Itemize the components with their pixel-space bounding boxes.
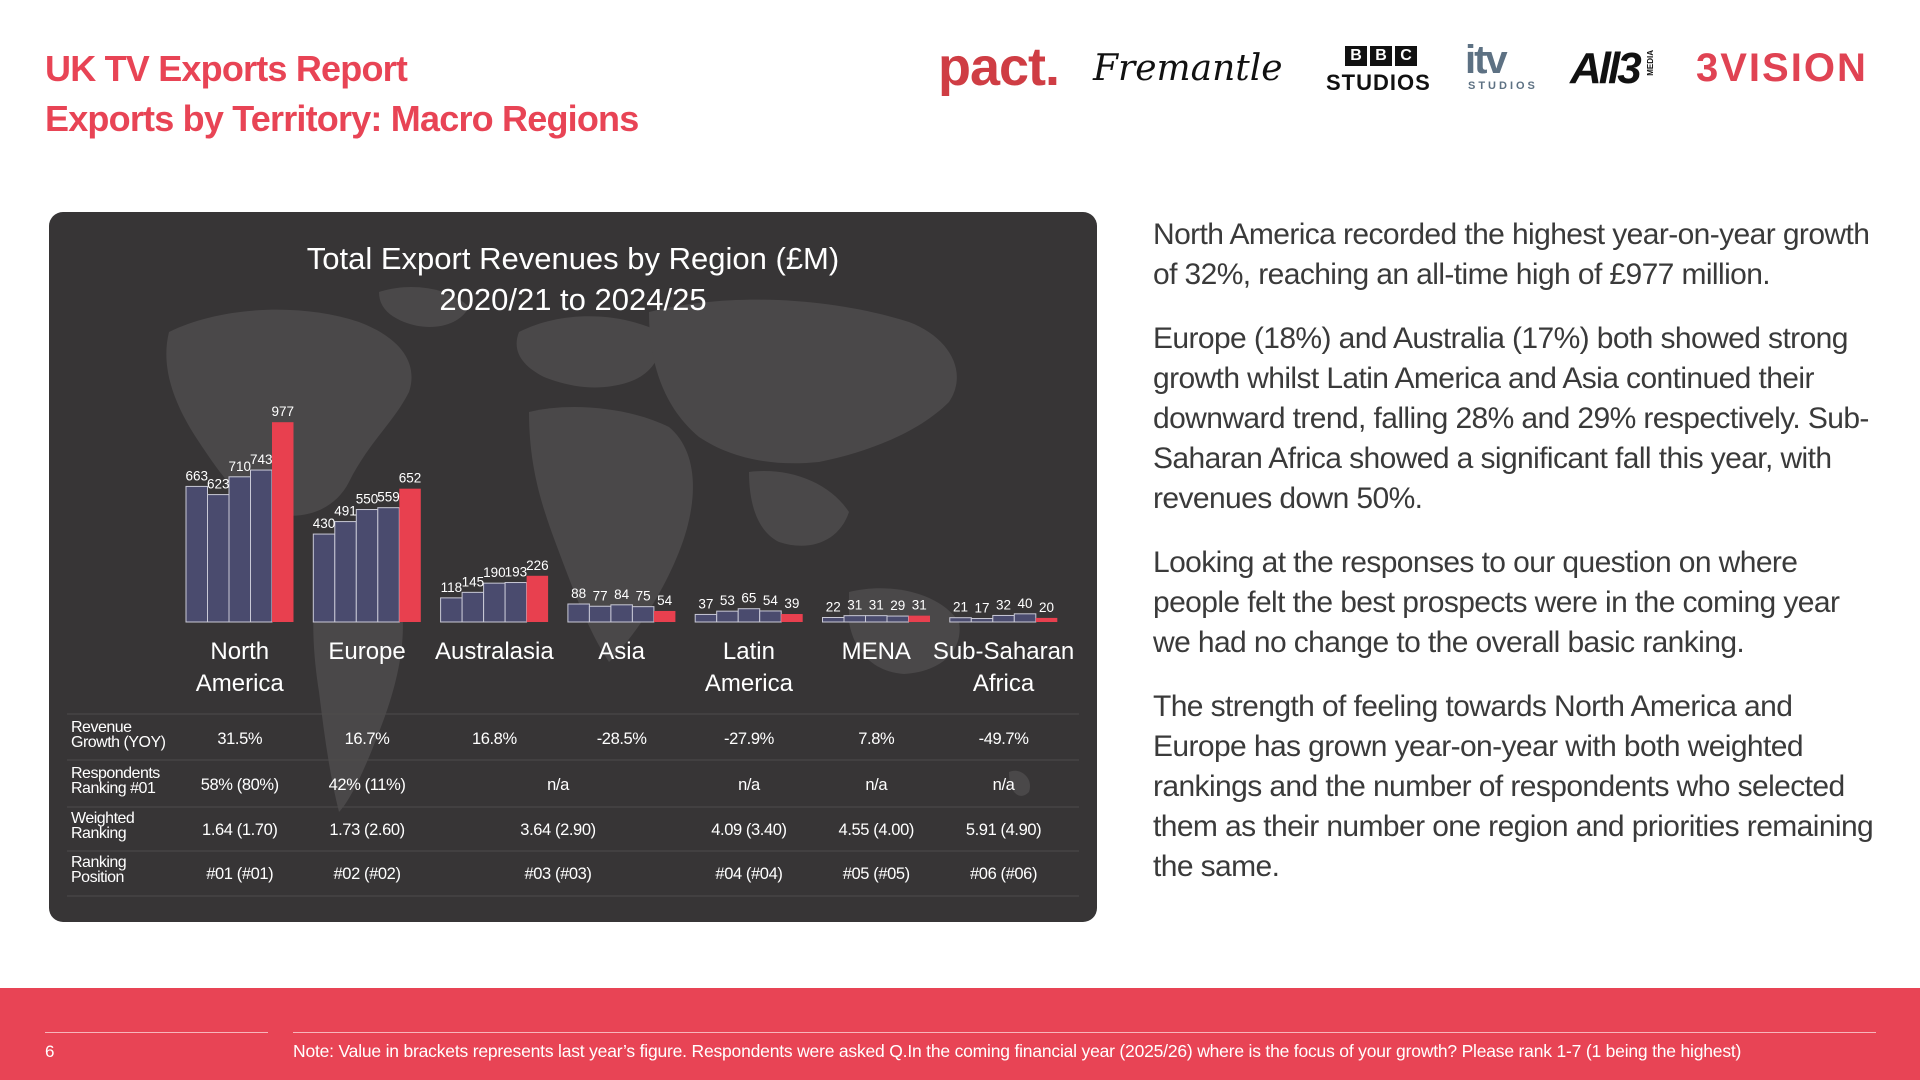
report-title: UK TV Exports Report	[45, 48, 408, 89]
table-cell: #05 (#05)	[842, 865, 910, 883]
chart-panel	[49, 212, 1097, 922]
category-label: Europe	[328, 638, 406, 665]
bar-value-label: 623	[206, 476, 230, 492]
bar-0-0	[186, 486, 208, 622]
table-cell: 1.73 (2.60)	[329, 821, 405, 839]
category-label: Latin	[722, 638, 775, 665]
table-cell: 3.64 (2.90)	[520, 821, 596, 839]
bar-0-2	[229, 477, 251, 622]
bar-0-1	[208, 495, 230, 622]
page-title	[45, 44, 638, 144]
bar-value-label: 710	[228, 458, 252, 474]
bar-value-label: 118	[440, 579, 463, 595]
bbc-logo-letter: B	[1345, 46, 1367, 66]
bar-value-label: 190	[483, 565, 506, 581]
category-label: MENA	[841, 638, 911, 665]
region-stats-table	[67, 714, 1079, 896]
bar-value-label: 39	[784, 596, 800, 612]
bar-0-4	[272, 422, 294, 622]
category-label: North	[210, 638, 270, 665]
all3-media-logo-text: MEDIA	[1646, 50, 1655, 76]
commentary-paragraph: Europe (18%) and Australia (17%) both showed strong growth whilst Latin America and Asia continued their downward trend, falling 28% and 29% respectively. Sub-Saharan Africa showed a significant fall this year, with revenues down 50%.	[1153, 322, 1869, 515]
table-cell: 4.55 (4.00)	[838, 821, 914, 839]
bar-value-label: 550	[355, 491, 379, 507]
table-cell: 4.09 (3.40)	[711, 821, 787, 839]
table-cell: n/a	[992, 776, 1015, 794]
commentary-paragraph: Looking at the responses to our question on where people felt the best prospects were in the coming year we had no change to the overall basic ranking.	[1153, 546, 1840, 659]
table-cell: 31.5%	[217, 730, 263, 748]
bbc-logo-letter: B	[1370, 46, 1392, 66]
bar-0-3	[251, 470, 273, 622]
table-cell: #02 (#02)	[333, 865, 401, 883]
table-row-label: Respondents	[71, 765, 160, 782]
bar-value-label: 743	[249, 452, 273, 468]
bar-value-label: 31	[911, 597, 927, 613]
footer-divider	[45, 1032, 268, 1033]
table-cell: 16.7%	[344, 730, 390, 748]
bar-3-0	[568, 604, 590, 622]
bar-value-label: 491	[334, 503, 357, 519]
category-label: Australasia	[434, 638, 554, 665]
bar-6-4	[1036, 618, 1058, 622]
table-row-label: Ranking #01	[71, 780, 156, 797]
table-cell: 7.8%	[858, 730, 895, 748]
table-cell: n/a	[738, 776, 760, 794]
page-number: 6	[45, 1042, 55, 1061]
bar-1-1	[335, 522, 357, 622]
table-cell: 58% (80%)	[200, 776, 279, 794]
footer-bar	[0, 988, 1920, 1080]
bar-value-label: 430	[312, 516, 336, 532]
bar-value-label: 54	[762, 592, 778, 608]
table-cell: #06 (#06)	[970, 865, 1038, 883]
commentary-paragraph: The strength of feeling towards North America and Europe has grown year-on-year with both weighted rankings and the number of respondents who selected them as their number one region and priorities remaining the same.	[1153, 690, 1874, 883]
bar-2-0	[441, 598, 463, 622]
bar-value-label: 29	[890, 598, 906, 614]
bar-value-label: 75	[635, 588, 651, 604]
table-cell: -27.9%	[724, 730, 774, 748]
bar-value-label: 559	[377, 489, 400, 505]
bar-2-1	[462, 592, 484, 622]
bar-value-label: 54	[657, 592, 673, 608]
bar-value-label: 977	[271, 404, 295, 420]
table-row-label: Growth (YOY)	[71, 734, 166, 751]
table-cell: #03 (#03)	[524, 865, 592, 883]
bar-4-1	[717, 611, 739, 622]
bar-value-label: 65	[741, 590, 757, 606]
bar-value-label: 17	[974, 600, 990, 616]
table-cell: -49.7%	[978, 730, 1029, 748]
itv-studios-logo-text: STUDIOS	[1468, 80, 1538, 92]
table-row-label: Weighted	[71, 810, 135, 827]
commentary	[1153, 215, 1883, 911]
all3-logo: All3	[1570, 44, 1639, 93]
bar-value-label: 226	[526, 557, 549, 573]
footnote: Note: Value in brackets represents last year’s figure. Respondents were asked Q.In the coming financial year (2025/26) where is the focus of your growth? Please rank 1-7 (1 being the highest)	[293, 1041, 1742, 1061]
table-cell: #04 (#04)	[715, 865, 783, 883]
bar-value-label: 88	[571, 586, 587, 602]
pact-logo: pact.	[938, 37, 1060, 97]
table-cell: -28.5%	[596, 730, 647, 748]
bar-6-3	[1014, 614, 1036, 622]
bar-4-4	[781, 614, 803, 622]
bar-5-0	[823, 618, 845, 622]
section-title: Exports by Territory: Macro Regions	[45, 98, 639, 139]
table-cell: #01 (#01)	[206, 865, 274, 883]
chart-subtitle: 2020/21 to 2024/25	[439, 282, 707, 317]
bar-value-label: 53	[719, 593, 735, 609]
table-cell: 1.64 (1.70)	[202, 821, 278, 839]
bar-3-1	[589, 606, 611, 622]
bar-4-2	[738, 609, 760, 622]
table-row-label: Ranking	[71, 854, 127, 871]
table-cell: n/a	[865, 776, 888, 794]
bar-1-4	[399, 489, 421, 622]
bar-3-2	[611, 605, 633, 622]
bar-2-4	[527, 576, 549, 622]
bar-1-2	[356, 510, 378, 622]
bar-1-0	[313, 534, 335, 622]
bar-4-0	[695, 614, 717, 622]
table-row-label: Position	[71, 869, 124, 886]
bar-3-3	[632, 607, 654, 622]
bbc-studios-logo-text: STUDIOS	[1326, 70, 1431, 95]
table-row-label: Ranking	[71, 825, 127, 842]
bar-2-2	[484, 583, 506, 622]
bar-3-4	[654, 611, 676, 622]
commentary-paragraph: North America recorded the highest year-on-year growth of 32%, reaching an all-time high of £977 million.	[1153, 218, 1870, 291]
bar-5-3	[887, 616, 909, 622]
3vision-logo: 3VISION	[1696, 46, 1868, 90]
bar-value-label: 21	[953, 599, 969, 615]
table-cell: 5.91 (4.90)	[965, 821, 1042, 839]
bar-value-label: 663	[185, 468, 209, 484]
table-row-label: Revenue	[71, 719, 132, 736]
bar-5-4	[909, 616, 931, 622]
bar-value-label: 652	[398, 470, 422, 486]
bar-value-label: 31	[868, 597, 884, 613]
table-cell: 16.8%	[471, 730, 517, 748]
bar-6-0	[950, 618, 972, 622]
category-label: America	[704, 670, 793, 697]
itv-logo: itv	[1465, 38, 1506, 82]
bar-6-1	[971, 619, 993, 622]
bar-6-2	[993, 615, 1015, 622]
category-label: America	[195, 670, 284, 697]
bar-value-label: 22	[825, 599, 841, 615]
category-label: Sub-Saharan	[932, 638, 1075, 665]
bar-5-2	[866, 616, 888, 622]
bbc-logo	[1345, 46, 1417, 66]
bbc-logo-letter: C	[1395, 46, 1417, 66]
table-cell: 42% (11%)	[328, 776, 406, 794]
bar-value-label: 145	[461, 574, 485, 590]
bar-value-label: 84	[614, 586, 630, 602]
bar-2-3	[505, 583, 526, 622]
bar-value-label: 193	[504, 564, 528, 580]
bar-value-label: 31	[847, 597, 863, 613]
bar-value-label: 37	[698, 596, 714, 612]
category-label: Africa	[972, 670, 1035, 697]
bar-value-label: 32	[996, 597, 1012, 613]
chart-title: Total Export Revenues by Region (£M)	[306, 241, 840, 276]
bar-1-3	[378, 508, 400, 622]
footer-divider	[293, 1032, 1876, 1033]
category-label: Asia	[598, 638, 645, 665]
bar-value-label: 77	[592, 588, 608, 604]
bar-value-label: 20	[1039, 599, 1055, 615]
table-cell: n/a	[547, 776, 569, 794]
fremantle-logo: Fremantle	[1093, 48, 1283, 89]
bar-4-3	[760, 611, 782, 622]
bar-value-label: 40	[1017, 595, 1033, 611]
bar-5-1	[844, 616, 866, 622]
